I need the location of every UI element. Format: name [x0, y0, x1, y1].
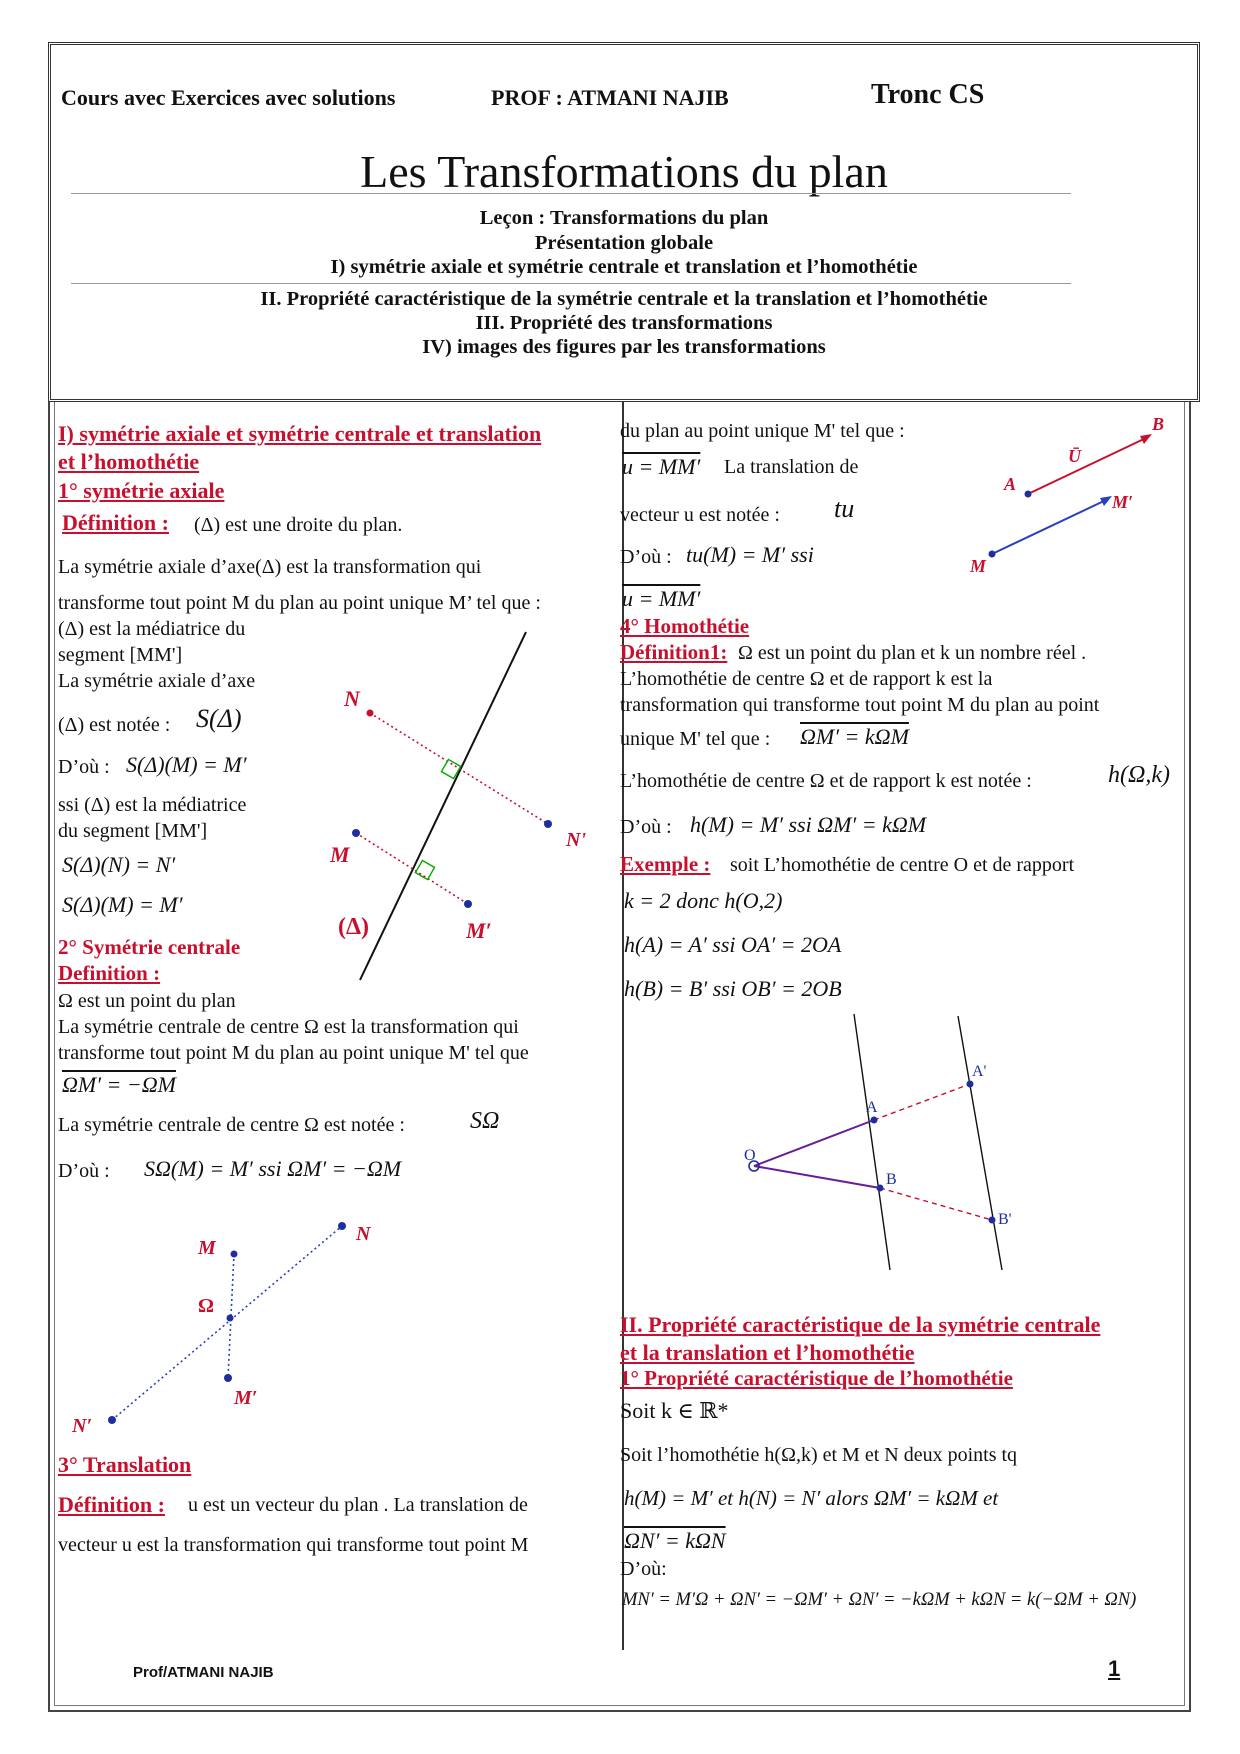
subsection-homothety-property: 1° Propriété caractéristique de l’homothétie [620, 1366, 1013, 1390]
label-n-prime: N' [566, 829, 586, 851]
arrowhead-ab [1140, 434, 1152, 444]
central-formula-2: SΩ(M) = M′ ssi ΩM′ = −ΩM [144, 1156, 402, 1181]
toc-item-1: I) symétrie axiale et symétrie centrale et translation et l’homothétie [330, 256, 918, 278]
title-rule [71, 193, 1071, 194]
axis-delta-line [360, 632, 526, 980]
example-formula-2: h(A) = A′ ssi OA′ = 2OA [624, 932, 842, 957]
point-n [367, 710, 374, 717]
homothety-notation-label: L’homothétie de centre Ω et de rapport k est notée : [620, 770, 1032, 792]
example-formula-3: h(B) = B′ ssi OB′ = 2OB [624, 976, 842, 1001]
central-dou: D’où : [58, 1160, 110, 1182]
homothety-formula-2: h(M) = M′ ssi ΩM′ = kΩM [690, 812, 927, 837]
central-text-3: transforme tout point M du plan au point unique M' tel que [58, 1042, 529, 1064]
example-text-1: soit L’homothétie de centre O et de rapport [730, 854, 1075, 876]
homothety-text-3: transformation qui transforme tout point M du plan au point [620, 694, 1100, 716]
section-2-heading: II. Propriété caractéristique de la symétrie centrale [620, 1312, 1101, 1337]
section-1-heading: I) symétrie axiale et symétrie centrale et translation [58, 421, 542, 446]
axial-text-3: (Δ) est la médiatrice du [58, 618, 246, 640]
line-through-a-prime-b-prime [958, 1016, 1002, 1270]
label-a-prime: A' [972, 1063, 987, 1080]
point-m-prime [464, 900, 472, 908]
translation-text-1: u est un vecteur du plan . La translation de [188, 1494, 528, 1516]
point-m-prime [224, 1374, 232, 1382]
central-symmetry-figure [70, 1214, 400, 1437]
translation-text-5: vecteur u est notée : [620, 504, 780, 526]
label-b: B [1152, 414, 1165, 434]
label-a: A [866, 1099, 878, 1116]
label-a: A [1004, 474, 1017, 494]
lesson-line: Leçon : Transformations du plan [479, 207, 769, 229]
definition-2-label: Definition : [58, 961, 161, 985]
axial-text-7: du segment [MM'] [58, 820, 208, 842]
translation-figure [960, 412, 1180, 582]
presentation-line: Présentation globale [534, 232, 714, 254]
page-title: Les Transformations du plan [360, 146, 888, 197]
label-m: M [330, 842, 350, 867]
point-a [1025, 491, 1032, 498]
translation-formula-1: u = MM′ [622, 454, 701, 479]
label-u: Ū [1068, 446, 1081, 466]
homothety-figure [740, 1010, 1060, 1280]
label-b: B [886, 1171, 897, 1188]
property-formula-3: MN′ = M′Ω + ΩN′ = −ΩM′ + ΩN′ = −kΩM + kΩN = k(−ΩM + ΩN) [622, 1590, 1137, 1610]
footer-author: Prof/ATMANI NAJIB [133, 1664, 274, 1681]
point-b-prime [989, 1217, 996, 1224]
definition-text: (Δ) est une droite du plan. [194, 514, 403, 536]
header-level: Tronc CS [871, 79, 985, 110]
point-b [877, 1185, 884, 1192]
central-text-2: La symétrie centrale de centre Ω est la transformation qui [58, 1016, 519, 1038]
axial-text-2: transforme tout point M du plan au point unique M’ tel que : [58, 592, 541, 614]
translation-formula-2: tu(M) = M′ ssi [686, 542, 814, 567]
point-m [231, 1251, 238, 1258]
label-omega: Ω [198, 1295, 215, 1317]
toc-rule [71, 283, 1071, 284]
central-formula-1: ΩM′ = −ΩM [62, 1072, 176, 1097]
section-1-heading-2: et l’homothétie [58, 449, 200, 474]
property-formula-1: h(M) = M′ et h(N) = N′ alors ΩM′ = kΩM et [624, 1486, 999, 1510]
segment-ob [754, 1166, 880, 1188]
label-b-prime: B' [998, 1211, 1012, 1228]
central-notation-label: La symétrie centrale de centre Ω est notée : [58, 1114, 405, 1136]
subsection-homothety: 4° Homothétie [620, 614, 750, 638]
axial-symmetry-figure [330, 628, 586, 988]
label-m-prime: M′ [1112, 492, 1134, 512]
homothety-formula-1: ΩM′ = kΩM [800, 724, 909, 749]
axial-text-5: La symétrie axiale d’axe [58, 670, 256, 692]
label-n: N [356, 1223, 371, 1245]
point-n-prime [108, 1416, 116, 1424]
axial-formula-m: S(Δ)(M) = M′ [62, 892, 183, 917]
segment-mm-prime [356, 833, 468, 904]
point-m [352, 829, 360, 837]
toc-item-2: II. Propriété caractéristique de la symétrie centrale et la translation et l’homothétie [260, 288, 988, 310]
header-box [48, 42, 1200, 402]
axial-dou: D’où : [58, 756, 110, 778]
point-a-prime [967, 1081, 974, 1088]
segment-a-a-prime [874, 1084, 970, 1120]
homothety-dou: D’où : [620, 816, 672, 838]
translation-dou: D’où : [620, 546, 672, 568]
axial-text-4: segment [MM'] [58, 644, 183, 666]
point-n [338, 1222, 346, 1230]
toc-item-4: IV) images des figures par les transformations [422, 336, 826, 358]
vector-ab [1028, 438, 1146, 494]
homothety-text-4: unique M' tel que : [620, 728, 771, 750]
definition-4-label: Définition1: [620, 640, 728, 664]
translation-text-4: La translation de [724, 456, 859, 478]
label-m-prime: M′ [466, 918, 492, 943]
line-through-a-b [854, 1014, 890, 1270]
label-delta: (Δ) [338, 914, 370, 940]
label-n: N [344, 686, 360, 711]
definition-3-label: Définition : [58, 1492, 165, 1517]
homothety-text-2: L’homothétie de centre Ω et de rapport k est la [620, 668, 993, 690]
translation-notation: tu [834, 494, 855, 523]
axial-text-1: La symétrie axiale d’axe(Δ) est la transformation qui [58, 556, 482, 578]
central-notation: SΩ [470, 1108, 500, 1134]
subsection-translation: 3° Translation [58, 1452, 192, 1477]
label-o: O [744, 1147, 756, 1164]
definition-label: Définition : [62, 510, 169, 535]
homothety-notation: h(Ω,k) [1108, 762, 1170, 788]
subsection-central: 2° Symétrie centrale [58, 935, 241, 959]
axial-text-6: ssi (Δ) est la médiatrice [58, 794, 247, 816]
label-m: M [198, 1237, 216, 1259]
header-left: Cours avec Exercices avec solutions [61, 85, 396, 110]
axial-formula: S(Δ)(M) = M′ [126, 752, 247, 777]
point-n-prime [544, 820, 552, 828]
translation-text-3: du plan au point unique M' tel que : [620, 420, 905, 442]
point-a [871, 1117, 878, 1124]
axial-formula-n: S(Δ)(N) = N′ [62, 852, 176, 877]
property-formula-2: ΩN′ = kΩN [624, 1528, 726, 1553]
central-text-1: Ω est un point du plan [58, 990, 236, 1012]
label-m-prime: M′ [234, 1387, 258, 1409]
translation-text-2: vecteur u est la transformation qui transforme tout point M [58, 1534, 529, 1556]
segment-b-b-prime [880, 1188, 992, 1220]
example-formula-1: k = 2 donc h(O,2) [624, 888, 783, 913]
property-text-2: Soit l’homothétie h(Ω,k) et M et N deux points tq [620, 1444, 1018, 1466]
homothety-text-1: Ω est un point du plan et k un nombre réel . [738, 642, 1087, 664]
segment-oa [754, 1120, 874, 1166]
subsection-axial: 1° symétrie axiale [58, 478, 225, 503]
toc-item-3: III. Propriété des transformations [475, 312, 773, 334]
segment-nn-prime [112, 1226, 342, 1420]
point-m [989, 551, 996, 558]
translation-formula-3: u = MM′ [622, 586, 701, 611]
arrowhead-mm-prime [1100, 496, 1112, 506]
axial-notation: S(Δ) [196, 704, 242, 733]
page-number: 1 [1108, 1656, 1121, 1681]
axial-notation-label: (Δ) est notée : [58, 714, 171, 736]
point-omega [227, 1315, 234, 1322]
label-m: M [970, 556, 987, 576]
vector-mm-prime [992, 500, 1106, 554]
label-n-prime: N′ [72, 1415, 93, 1437]
header-author: PROF : ATMANI NAJIB [491, 85, 729, 110]
property-text-1: Soit k ∈ ℝ* [620, 1398, 729, 1423]
property-dou: D’où: [620, 1558, 667, 1580]
example-label: Exemple : [620, 852, 711, 876]
section-2-heading-2: et la translation et l’homothétie [620, 1340, 915, 1365]
